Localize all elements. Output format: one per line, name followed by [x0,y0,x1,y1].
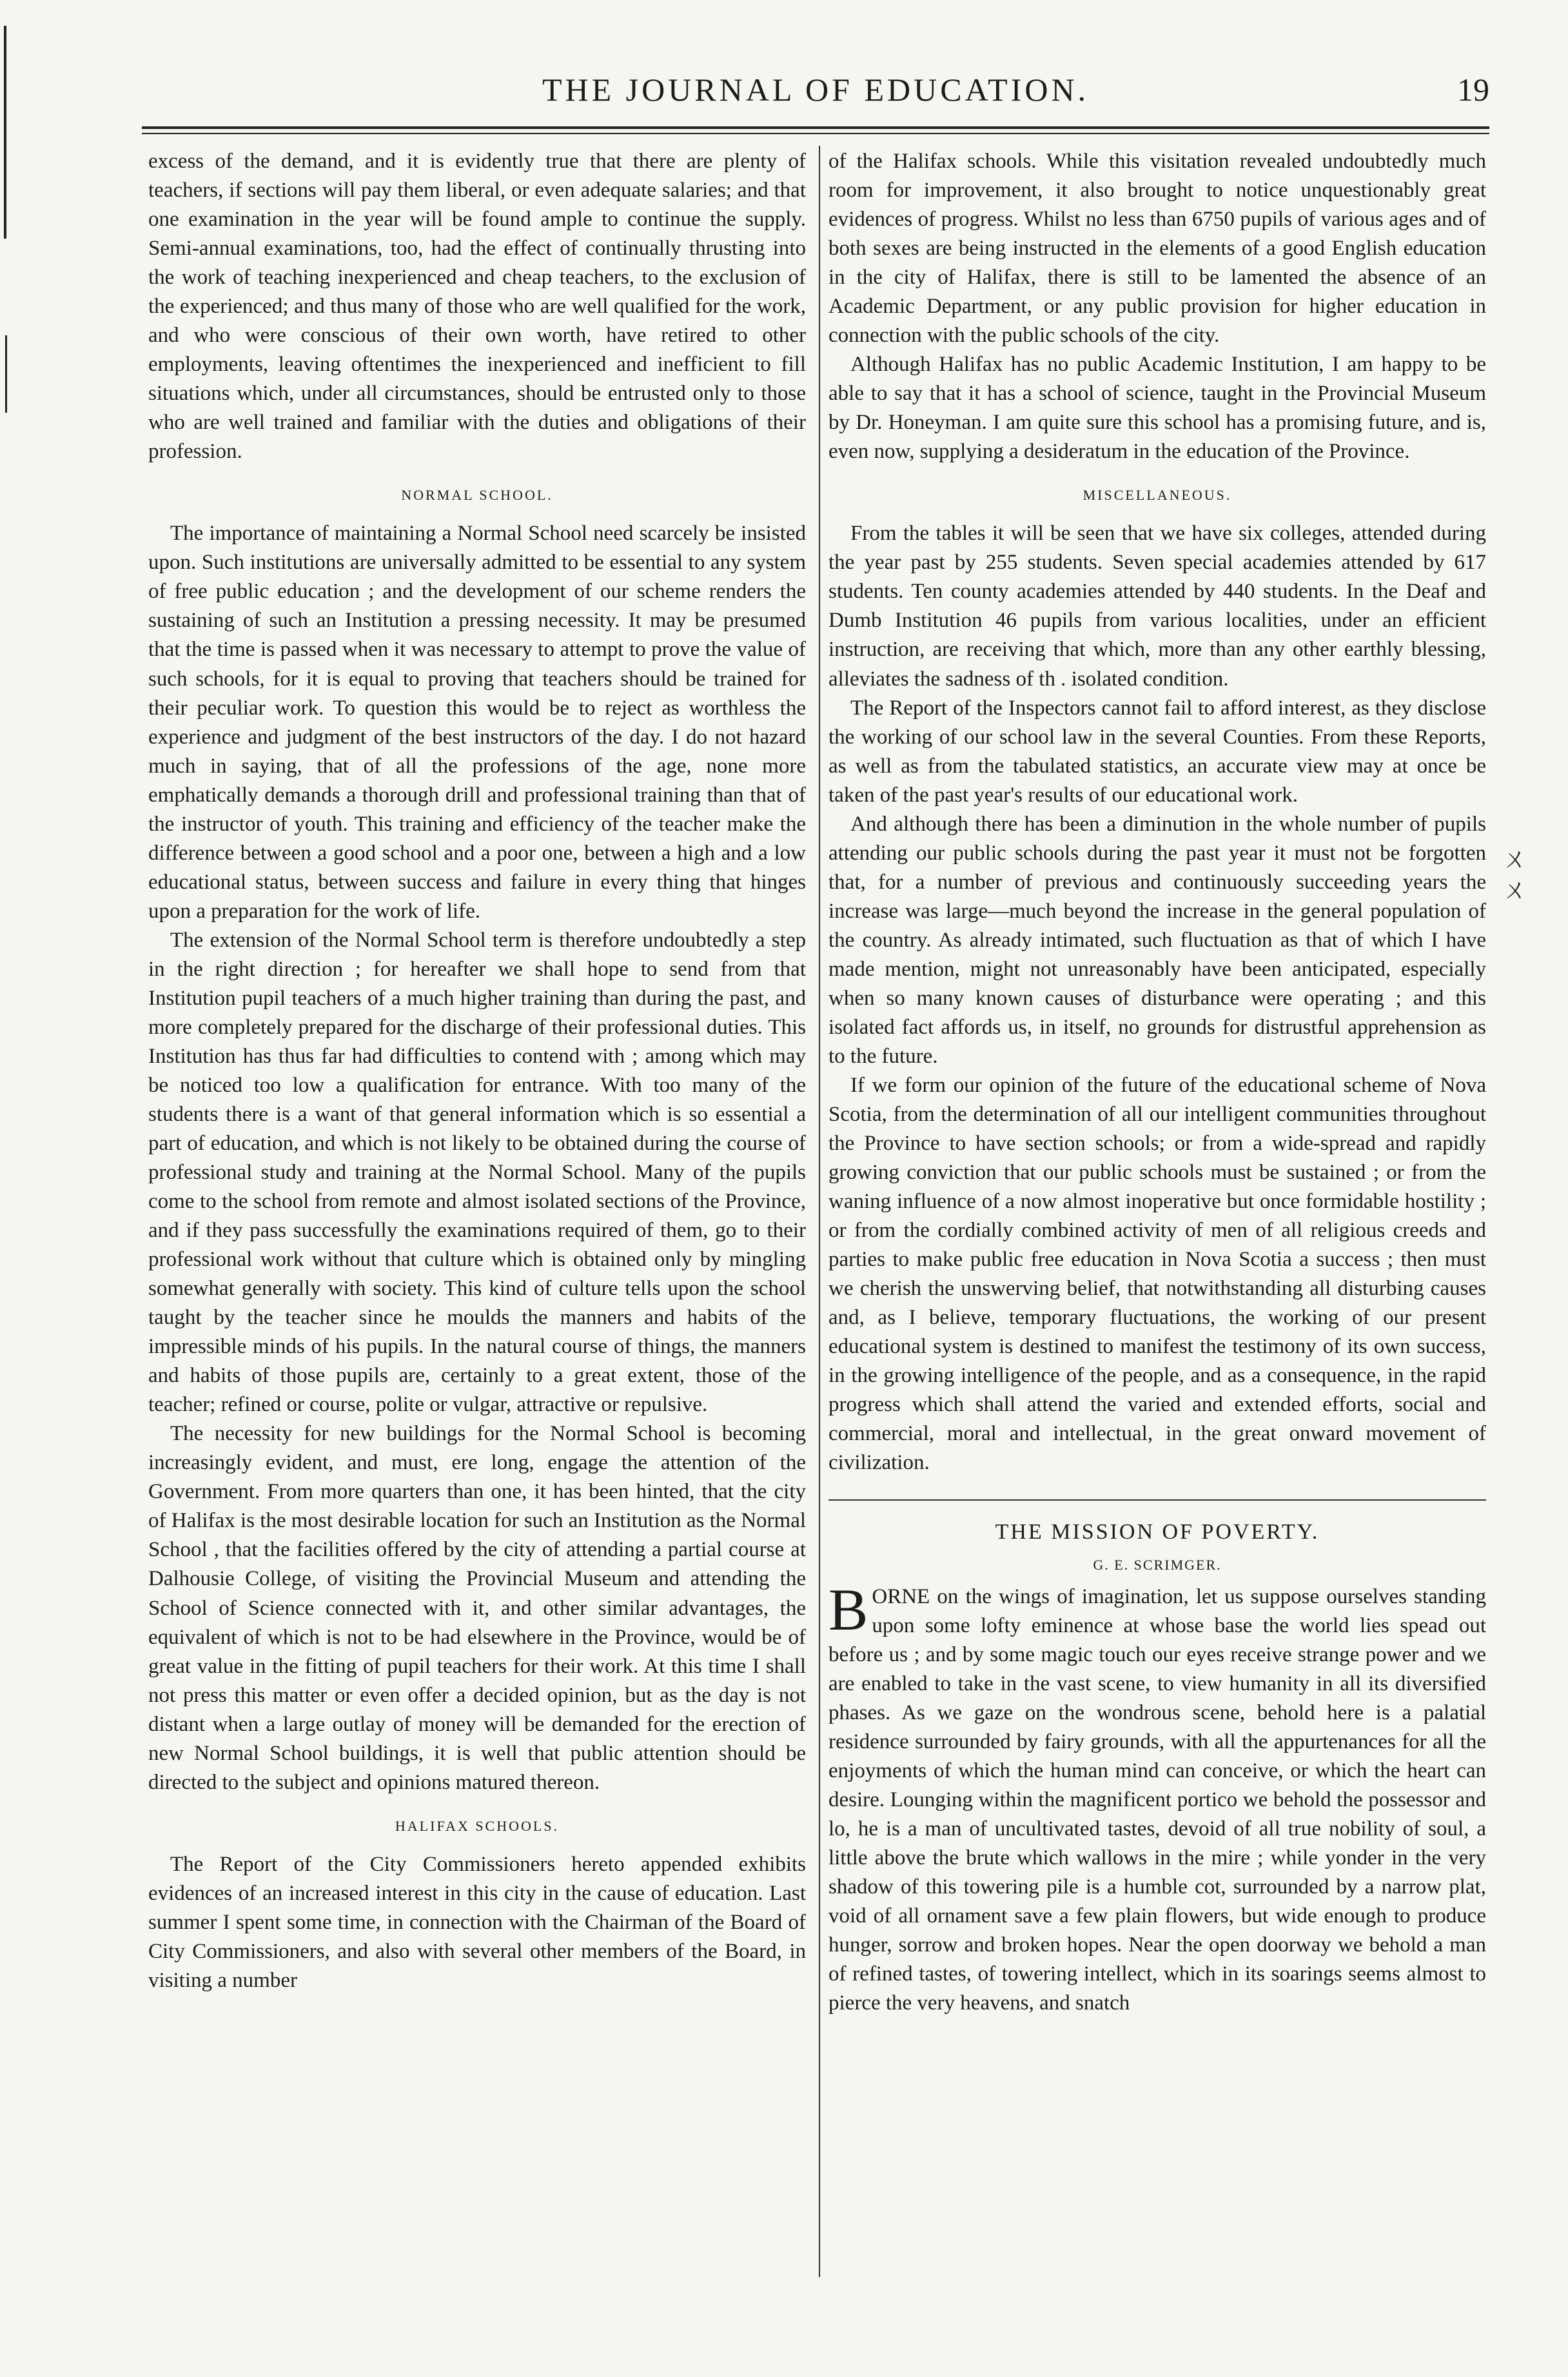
paragraph: The Report of the Inspectors cannot fail to afford interest, as they disclose the working of our school law in the several Counties. From these Reports, as well as from the tabulated statistics, an accurate view may at once be taken of the past year's results of our educational work. [828,696,1486,807]
page-header [142,71,1489,123]
drop-cap: B [828,1576,868,1642]
section-heading-miscellaneous: MISCELLANEOUS. [1083,487,1232,504]
column-divider [819,146,820,2277]
right-column [828,147,1486,2275]
article-text: ORNE on the wings of imagination, let us suppose ourselves standing upon some lofty eminence at whose base the world lies spead out before us ; and by some magic touch our eyes receive strange power and we are enabled to take in the vast scene, to view humanity in all its diversified phases. As we gaze on the wondrous scene, behold here is a palatial residence surrounded by fairy grounds, with all the appurtenances for all the enjoyments of which the human mind can conceive, or which the heart can desire. Lounging within the magnificent portico we behold the possessor and lo, he is a man of uncultivated tastes, devoid of all true nobility of soul, a little above the brute which wallows in the mire ; while yonder in the very shadow of this towering pile is a humble cot, surrounded by a narrow plat, void of all ornament save a few plain flowers, but wide enough to produce hunger, sorrow and broken hopes. Near the open doorway we behold a man of refined tastes, of towering intellect, which in its soarings seems almost to pierce the very heavens, and snatch [828,1584,1486,2015]
paragraph: The Report of the City Commissioners hereto appended exhibits evidences of an increased interest in this city in the cause of education. Last summer I spent some time, in connection with the Chairman of the Board of City Commissioners, and also with several other members of the Board, in visiting a number [148,1852,806,1992]
margin-annotation-mark: ㄨ [1502,875,1528,904]
paragraph: From the tables it will be seen that we have six colleges, attended during the year past by 255 students. Seven special academies attended by 617 students. Ten county academies attended by 440 students. In the Deaf and Dumb Institution 46 pupils from various localities, under an efficient instruction, are receiving that which, more than any other earthly blessing, alleviates the sadness of th . isolated condition. [828,522,1486,691]
paragraph: of the Halifax schools. While this visitation revealed undoubtedly much room for improvement, it also brought to notice unquestionably great evidences of progress. Whilst no less than 6750 pupils of various ages and of both sexes are being instructed in the elements of a good English education in the city of Halifax, there is still to be lamented the absence of an Academic Department, or any public provision for higher education in connection with the public schools of the city. [828,150,1486,348]
margin-annotation-mark: ㄨ [1502,844,1528,873]
paragraph: And although there has been a diminution in the whole number of pupils attending our public schools during the past year it must not be forgotten that, for a number of previous and continuously succeeding years the increase was large—much beyond the increase in the general population of the country. As already intimated, such fluctuation as that of which I have made mention, might not unreasonably have been anticipated, especially when so many known causes of disturbance were operating ; and this isolated fact affords us, in itself, no grounds for distrustful apprehension as to the future. [828,812,1486,1068]
article-author: G. E. SCRIMGER. [1093,1556,1222,1573]
header-rule-thin [142,133,1489,134]
paragraph: The importance of maintaining a Normal School need scarcely be insisted upon. Such institutions are universally admitted to be essential to any system of free public education ; and the development of our scheme renders the sustaining of such an Institution a pressing necessity. It may be presumed that the time is passed when it was necessary to attempt to prove the value of such schools, for it is equal to proving that teachers should be trained for their peculiar work. To question this would be to reject as worthless the experience and judgment of the best instructors of the day. I do not hazard much in saying, that of all the professions of the age, none more emphatically demands a thorough drill and professional training than that of the instructor of youth. This training and efficiency of the teacher make the difference between a good school and a poor one, between a high and a low educational status, between success and failure in every thing that hinges upon a preparation for the work of life. [148,522,806,923]
article-paragraph [828,1576,1486,2018]
section-heading-normal-school: NORMAL SCHOOL. [401,487,553,504]
paragraph: excess of the demand, and it is evidently true that there are plenty of teachers, if sections will pay them liberal, or even adequate salaries; and that one examination in the year will be found ample to continue the supply. Semi-annual examinations, too, had the effect of continually thrusting into the work of teaching inexperienced and cheap teachers, to the exclusion of the experienced; and thus many of those who are well qualified for the work, and who were conscious of their own worth, have retired to other employments, leaving oftentimes the inexperienced and inefficient to fill situations which, under all circumstances, should be entrusted only to those who are well trained and familiar with the duties and obligations of their profession. [148,150,806,464]
left-column [148,147,806,2275]
paragraph: Although Halifax has no public Academic Institution, I am happy to be able to say that it has a school of science, taught in the Provincial Museum by Dr. Honeyman. I am quite sure this school has a promising future, and is, even now, supplying a desideratum in the education of the Province. [828,353,1486,464]
article-separator-rule [828,1499,1486,1501]
paragraph: The extension of the Normal School term is therefore undoubtedly a step in the right direction ; for hereafter we shall hope to send from that Institution pupil teachers of a much higher training than during the past, and more completely prepared for the discharge of their professional duties. This Institution has thus far had difficulties to contend with ; among which may be noticed too low a qualification for entrance. With too many of the students there is a want of that general information which is so essential a part of education, and which is not likely to be obtained during the course of professional study and training at the Normal School. Many of the pupils come to the school from remote and almost isolated sections of the Province, and if they pass successfully the examinations required of them, go to their professional work without that culture which is obtained only by mingling somewhat generally with society. This kind of culture tells upon the school taught by the teacher since he moulds the manners and habits of the impressible minds of his pupils. In the natural course of things, the manners and habits of those pupils are, certainly to a great extent, those of the teacher; refined or course, polite or vulgar, attractive or repulsive. [148,928,806,1417]
page-number: 19 [1457,72,1489,108]
left-edge-mark-lower [5,335,7,413]
header-rule-thick [142,126,1489,129]
article-title: THE MISSION OF POVERTY. [995,1520,1320,1544]
paragraph: The necessity for new buildings for the Normal School is becoming increasingly evident, and must, ere long, engage the attention of the Government. From more quarters than one, it has been hinted, that the city of Halifax is the most desirable location for such an Institution as the Normal School , that the facilities offered by the city of attending a partial course at Dalhousie College, of visiting the Provincial Museum and attending the School of Science connected with it, and other similar advantages, the equivalent of which is not to be had elsewhere in the Province, would be of great value in the fitting of pupil teachers for their work. At this time I shall not press this matter or even offer a decided opinion, but as the day is not distant when a large outlay of money will be demanded for the erection of new Normal School buildings, it is well that public attention should be directed to the subject and opinions matured thereon. [148,1422,806,1794]
paragraph: If we form our opinion of the future of the educational scheme of Nova Scotia, from the determination of all our intelligent communities throughout the Province to have section schools; or from a wide-spread and rapidly growing conviction that our public schools must be sustained ; or from the waning influence of a now almost inoperative but once formidable hostility ; or from the cordially combined activity of men of all religious creeds and parties to make public free education in Nova Scotia a success ; then must we cherish the unswerving belief, that notwithstanding all disturbing causes and, as I believe, temporary fluctuations, the working of our present educational system is destined to manifest the testimony of its own success, in the growing intelligence of the people, and as a consequence, in the rapid progress which shall attend the varied and extended efforts, social and commercial, moral and intellectual, in the great onward movement of civilization. [828,1073,1486,1475]
section-heading-halifax-schools: HALIFAX SCHOOLS. [395,1817,560,1834]
left-edge-mark [4,26,6,239]
journal-title: THE JOURNAL OF EDUCATION. [542,72,1090,108]
